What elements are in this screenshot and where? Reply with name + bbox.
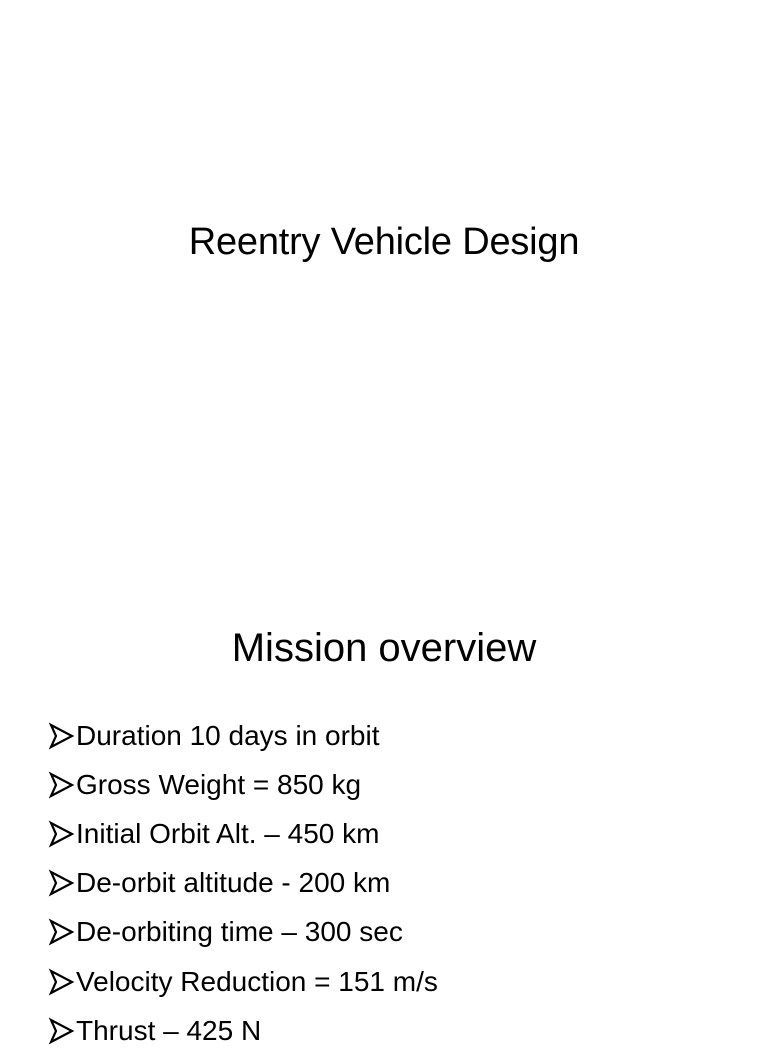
bullet-list [48,711,438,1055]
bullet-text: De-orbit altitude - 200 km [76,867,391,899]
arrowhead-bullet-icon [48,772,74,798]
bullet-text: De-orbiting time – 300 sec [76,916,403,948]
title-slide [0,0,768,512]
bullet-text: Duration 10 days in orbit [76,719,380,751]
arrowhead-bullet-icon [48,821,74,847]
bullet-text: Initial Orbit Alt. – 450 km [76,817,380,849]
mission-overview-slide [0,512,768,1046]
list-item [48,859,438,908]
bullet-text: Thrust – 425 N [76,1014,262,1046]
arrowhead-bullet-icon [48,870,74,896]
slide-title: Reentry Vehicle Design [188,221,580,263]
bullet-text: Gross Weight = 850 kg [76,768,362,800]
arrowhead-bullet-icon [48,723,74,749]
bullet-text: Velocity Reduction = 151 m/s [76,965,438,997]
list-item [48,760,438,809]
list-item [48,908,438,957]
list-item [48,1006,438,1055]
list-item [48,711,438,760]
list-item [48,957,438,1006]
arrowhead-bullet-icon [48,919,74,945]
slide-title: Mission overview [231,626,537,670]
list-item [48,809,438,858]
arrowhead-bullet-icon [48,969,74,995]
arrowhead-bullet-icon [48,1018,74,1044]
